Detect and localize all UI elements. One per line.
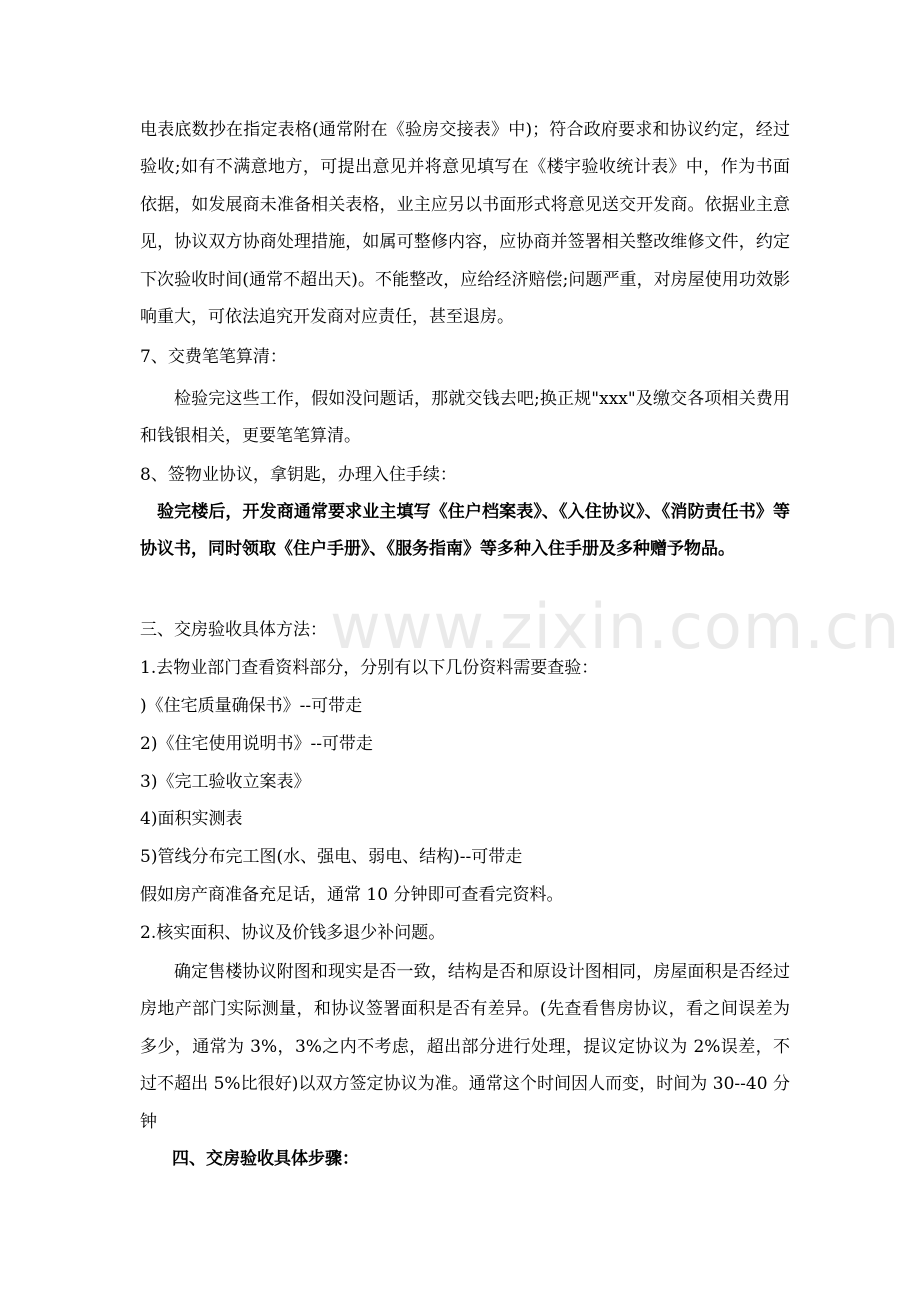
document-list-item: 5)管线分布完工图(水、强电、弱电、结构)--可带走	[140, 847, 523, 867]
document-list-item: 4)面积实测表	[140, 809, 243, 829]
item-8-title: 8、签物业协议，拿钥匙，办理入住手续：	[140, 465, 457, 485]
paragraph-acceptance: 电表底数抄在指定表格(通常附在《验房交接表》中)；符合政府要求和协议约定，经过验收;如有不满意地方，可提出意见并将意见填写在《楼宇验收统计表》中，作为书面依据，如发展商未准备相关表格，业主应另以书面形式将意见送交开发商。依据业主意见，协议双方协商处理措施，如属可整修内容，应协商并签署相关整改维修文件，约定下次验收时间(通常不超出天)。不能整改，应给经济赔偿;问题严重，对房屋使用功效影响重大，可依法追究开发商对应责任，甚至退房。	[140, 120, 790, 328]
document-list-item: 3)《完工验收立案表》	[140, 772, 311, 792]
section-3-title: 三、交房验收具体方法：	[140, 620, 327, 640]
watermark: www.zixin.com.cn	[330, 590, 901, 663]
item-7-body: 检验完这些工作，假如没问题话，那就交钱去吧;换正规"xxx"及缴交各项相关费用和钱银相关，更要笔笔算清。	[140, 389, 790, 447]
document-list-item: )《住宅质量确保书》--可带走	[140, 696, 363, 716]
document-list-item: 2)《住宅使用说明书》--可带走	[140, 734, 373, 754]
section-3-item-2-body: 确定售楼协议附图和现实是否一致，结构是否和原设计图相同，房屋面积是否经过房地产部门实际测量，和协议签署面积是否有差异。(先查看售房协议，看之间误差为多少，通常为 3%，3%之内不考虑，超出部分进行处理，提议定协议为 2%误差，不过不超出 5%比很好)以双方签定协议为准。通常这个时间因人而变，时间为 30--40 分钟	[140, 962, 790, 1132]
item-7-title: 7、交费笔笔算清：	[140, 347, 287, 367]
section-3-item-1: 1.去物业部门查看资料部分，分别有以下几份资料需要查验：	[140, 658, 599, 678]
section-3-note: 假如房产商准备充足话，通常 10 分钟即可查看完资料。	[140, 885, 564, 905]
section-3-item-2: 2.核实面积、协议及价钱多退少补问题。	[140, 923, 446, 943]
item-8-body: 验完楼后，开发商通常要求业主填写《住户档案表》、《入住协议》、《消防责任书》等协议书，同时领取《住户手册》、《服务指南》等多种入住手册及多种赠予物品。	[140, 502, 790, 560]
section-4-title: 四、交房验收具体步骤：	[172, 1149, 359, 1169]
